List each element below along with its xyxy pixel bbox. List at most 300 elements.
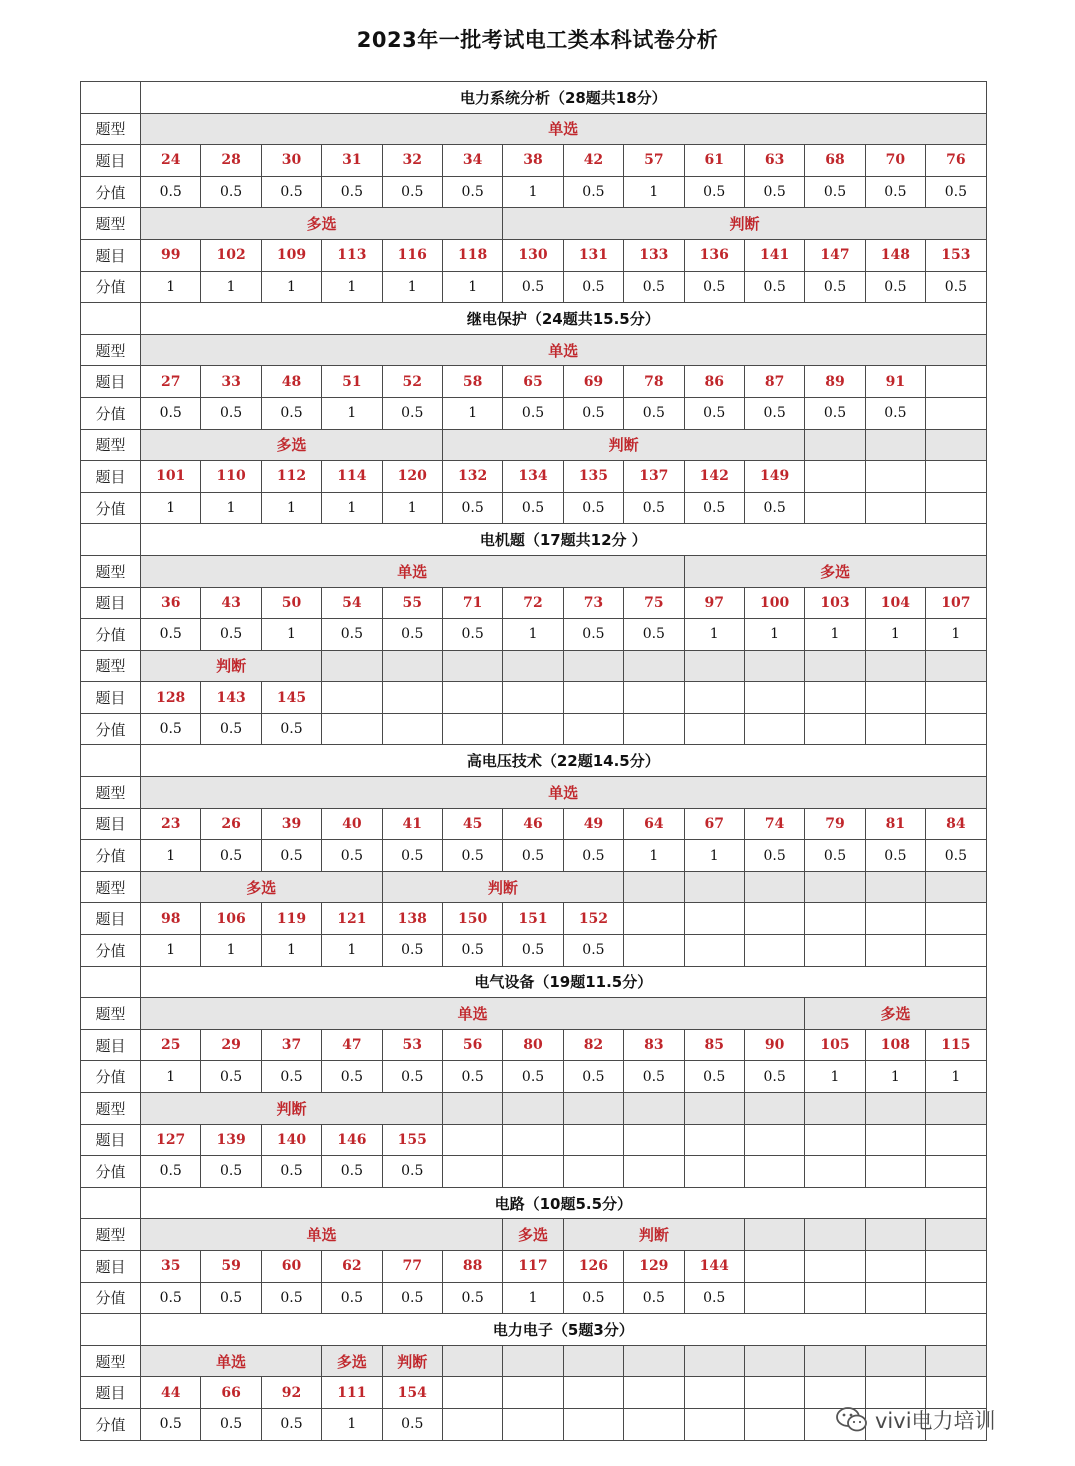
row-label-score: 分值: [81, 935, 141, 967]
empty-cell: [684, 1408, 744, 1440]
question-number-cell: 130: [503, 239, 563, 271]
empty-cell: [744, 682, 804, 714]
empty-cell: [926, 713, 987, 745]
empty-cell: [926, 682, 987, 714]
question-number-cell: 79: [805, 808, 865, 840]
section-title-row: [81, 82, 987, 114]
question-number-row: [81, 366, 987, 398]
empty-cell: [926, 935, 987, 967]
question-type-cell: 单选: [141, 555, 685, 587]
empty-cell: [442, 713, 502, 745]
question-number-cell: 24: [141, 145, 201, 177]
question-type-cell: 单选: [141, 1345, 322, 1377]
empty-cell: [805, 1124, 865, 1156]
empty-cell: [684, 903, 744, 935]
question-type-cell: 多选: [684, 555, 986, 587]
score-cell: 0.5: [322, 1061, 382, 1093]
question-number-row: [81, 808, 987, 840]
score-cell: 1: [261, 492, 321, 524]
question-number-cell: 117: [503, 1250, 563, 1282]
score-cell: 1: [744, 619, 804, 651]
question-type-cell: 判断: [141, 650, 322, 682]
question-number-cell: 145: [261, 682, 321, 714]
empty-cell: [926, 366, 987, 398]
score-cell: 0.5: [805, 176, 865, 208]
score-cell: 1: [805, 1061, 865, 1093]
empty-cell: [503, 1124, 563, 1156]
score-cell: 1: [503, 619, 563, 651]
empty-cell: [503, 650, 563, 682]
question-number-cell: 150: [442, 903, 502, 935]
section-title-row: [81, 745, 987, 777]
empty-cell: [744, 650, 804, 682]
question-number-cell: 61: [684, 145, 744, 177]
score-cell: 1: [865, 619, 925, 651]
question-number-cell: 146: [322, 1124, 382, 1156]
question-number-row: [81, 461, 987, 493]
empty-cell: [503, 1156, 563, 1188]
empty-cell: [503, 1345, 563, 1377]
score-cell: 1: [322, 1408, 382, 1440]
empty-cell: [865, 1093, 925, 1125]
score-cell: 1: [805, 619, 865, 651]
score-cell: 0.5: [684, 397, 744, 429]
score-cell: 1: [624, 840, 684, 872]
score-cell: 1: [382, 492, 442, 524]
empty-cell: [442, 1156, 502, 1188]
question-number-cell: 71: [442, 587, 502, 619]
question-type-cell: 多选: [805, 998, 986, 1030]
score-cell: 0.5: [261, 1408, 321, 1440]
empty-cell: [442, 1093, 502, 1125]
question-number-cell: 109: [261, 239, 321, 271]
empty-cell: [442, 682, 502, 714]
score-cell: 0.5: [563, 176, 623, 208]
score-cell: 0.5: [684, 492, 744, 524]
empty-cell: [926, 871, 987, 903]
score-cell: 0.5: [563, 1282, 623, 1314]
watermark: [835, 1405, 996, 1435]
empty-cell: [684, 1377, 744, 1409]
question-type-row: [81, 777, 987, 809]
empty-cell: [926, 1282, 987, 1314]
score-cell: 0.5: [201, 840, 261, 872]
score-cell: 0.5: [563, 935, 623, 967]
question-number-cell: 155: [382, 1124, 442, 1156]
empty-cell: [744, 1377, 804, 1409]
empty-cell: [744, 1156, 804, 1188]
row-label-number: 题目: [81, 1029, 141, 1061]
empty-cell: [624, 650, 684, 682]
score-cell: 0.5: [624, 271, 684, 303]
question-number-cell: 77: [382, 1250, 442, 1282]
question-number-cell: 64: [624, 808, 684, 840]
question-number-cell: 89: [805, 366, 865, 398]
empty-cell: [926, 1219, 987, 1251]
question-type-cell: 判断: [141, 1093, 443, 1125]
score-cell: 1: [322, 271, 382, 303]
question-number-cell: 153: [926, 239, 987, 271]
empty-cell: [805, 461, 865, 493]
question-number-cell: 135: [563, 461, 623, 493]
empty-cell: [926, 1124, 987, 1156]
score-cell: 0.5: [865, 271, 925, 303]
question-type-row: [81, 1093, 987, 1125]
score-cell: 1: [503, 176, 563, 208]
empty-cell: [805, 429, 865, 461]
score-cell: 0.5: [201, 1408, 261, 1440]
question-number-cell: 105: [805, 1029, 865, 1061]
empty-cell: [684, 682, 744, 714]
score-cell: 0.5: [503, 1061, 563, 1093]
question-number-cell: 44: [141, 1377, 201, 1409]
question-number-cell: 134: [503, 461, 563, 493]
question-number-cell: 118: [442, 239, 502, 271]
empty-cell: [744, 903, 804, 935]
question-number-cell: 112: [261, 461, 321, 493]
empty-cell: [926, 903, 987, 935]
empty-cell: [624, 903, 684, 935]
row-label-type: 题型: [81, 429, 141, 461]
empty-cell: [744, 713, 804, 745]
score-row: [81, 1156, 987, 1188]
question-number-cell: 66: [201, 1377, 261, 1409]
score-cell: 0.5: [261, 713, 321, 745]
score-cell: 1: [322, 397, 382, 429]
empty-cell: [503, 682, 563, 714]
score-cell: 1: [926, 1061, 987, 1093]
row-label-type: 题型: [81, 334, 141, 366]
question-number-cell: 69: [563, 366, 623, 398]
question-type-row: [81, 334, 987, 366]
question-type-cell: 单选: [141, 998, 805, 1030]
score-cell: 1: [141, 840, 201, 872]
question-number-cell: 60: [261, 1250, 321, 1282]
corner-cell: [81, 524, 141, 556]
score-row: [81, 397, 987, 429]
empty-cell: [865, 1156, 925, 1188]
question-number-cell: 29: [201, 1029, 261, 1061]
score-cell: 0.5: [201, 619, 261, 651]
score-cell: 0.5: [141, 397, 201, 429]
score-cell: 1: [926, 619, 987, 651]
question-number-cell: 75: [624, 587, 684, 619]
empty-cell: [322, 713, 382, 745]
score-cell: 0.5: [563, 492, 623, 524]
score-cell: 0.5: [442, 619, 502, 651]
question-number-cell: 35: [141, 1250, 201, 1282]
score-cell: 0.5: [624, 397, 684, 429]
empty-cell: [805, 1219, 865, 1251]
question-number-cell: 38: [503, 145, 563, 177]
score-cell: 1: [201, 271, 261, 303]
question-type-row: [81, 650, 987, 682]
corner-cell: [81, 82, 141, 114]
empty-cell: [322, 650, 382, 682]
empty-cell: [926, 650, 987, 682]
row-label-number: 题目: [81, 145, 141, 177]
empty-cell: [744, 1219, 804, 1251]
wechat-icon: [835, 1406, 869, 1434]
row-label-score: 分值: [81, 1061, 141, 1093]
score-row: [81, 713, 987, 745]
question-number-cell: 53: [382, 1029, 442, 1061]
question-type-row: [81, 1219, 987, 1251]
empty-cell: [624, 1408, 684, 1440]
score-cell: 0.5: [926, 271, 987, 303]
score-cell: 1: [201, 935, 261, 967]
score-cell: 0.5: [382, 1061, 442, 1093]
question-type-row: [81, 113, 987, 145]
empty-cell: [563, 650, 623, 682]
question-type-cell: 多选: [141, 208, 503, 240]
question-number-row: [81, 1377, 987, 1409]
question-number-cell: 41: [382, 808, 442, 840]
score-cell: 0.5: [503, 935, 563, 967]
question-number-cell: 23: [141, 808, 201, 840]
empty-cell: [865, 1345, 925, 1377]
question-number-cell: 101: [141, 461, 201, 493]
question-number-row: [81, 239, 987, 271]
score-row: [81, 492, 987, 524]
score-cell: 0.5: [442, 840, 502, 872]
question-number-cell: 91: [865, 366, 925, 398]
question-number-cell: 36: [141, 587, 201, 619]
score-cell: 0.5: [322, 1282, 382, 1314]
score-cell: 0.5: [503, 492, 563, 524]
question-number-cell: 59: [201, 1250, 261, 1282]
question-number-cell: 142: [684, 461, 744, 493]
empty-cell: [624, 871, 684, 903]
score-cell: 0.5: [624, 1061, 684, 1093]
score-row: [81, 619, 987, 651]
row-label-type: 题型: [81, 555, 141, 587]
score-cell: 1: [442, 397, 502, 429]
question-number-cell: 133: [624, 239, 684, 271]
score-cell: 0.5: [684, 1061, 744, 1093]
question-number-cell: 98: [141, 903, 201, 935]
empty-cell: [503, 1408, 563, 1440]
question-number-cell: 128: [141, 682, 201, 714]
score-cell: 0.5: [201, 176, 261, 208]
empty-cell: [805, 1345, 865, 1377]
empty-cell: [503, 1093, 563, 1125]
section-title-row: [81, 966, 987, 998]
question-number-cell: 143: [201, 682, 261, 714]
question-number-cell: 121: [322, 903, 382, 935]
row-label-number: 题目: [81, 808, 141, 840]
empty-cell: [865, 935, 925, 967]
empty-cell: [382, 650, 442, 682]
question-number-row: [81, 682, 987, 714]
question-number-cell: 26: [201, 808, 261, 840]
question-number-cell: 88: [442, 1250, 502, 1282]
section-title: 继电保护（24题共15.5分）: [141, 303, 987, 335]
score-cell: 0.5: [744, 1061, 804, 1093]
empty-cell: [805, 1156, 865, 1188]
score-cell: 0.5: [503, 840, 563, 872]
score-cell: 1: [442, 271, 502, 303]
empty-cell: [442, 1345, 502, 1377]
score-cell: 0.5: [744, 840, 804, 872]
corner-cell: [81, 303, 141, 335]
score-cell: 0.5: [261, 397, 321, 429]
question-number-cell: 141: [744, 239, 804, 271]
question-number-cell: 114: [322, 461, 382, 493]
row-label-type: 题型: [81, 208, 141, 240]
score-cell: 1: [141, 935, 201, 967]
score-cell: 0.5: [926, 176, 987, 208]
question-number-cell: 154: [382, 1377, 442, 1409]
question-number-cell: 63: [744, 145, 804, 177]
empty-cell: [684, 713, 744, 745]
row-label-type: 题型: [81, 777, 141, 809]
score-cell: 0.5: [261, 1061, 321, 1093]
question-number-cell: 129: [624, 1250, 684, 1282]
score-row: [81, 271, 987, 303]
empty-cell: [744, 1282, 804, 1314]
section-title-row: [81, 524, 987, 556]
question-number-cell: 33: [201, 366, 261, 398]
question-type-cell: 单选: [141, 1219, 503, 1251]
question-number-cell: 54: [322, 587, 382, 619]
score-cell: 0.5: [805, 397, 865, 429]
score-cell: 0.5: [322, 840, 382, 872]
question-type-row: [81, 429, 987, 461]
question-number-cell: 52: [382, 366, 442, 398]
empty-cell: [926, 397, 987, 429]
empty-cell: [624, 935, 684, 967]
score-cell: 0.5: [865, 176, 925, 208]
question-number-cell: 99: [141, 239, 201, 271]
empty-cell: [805, 492, 865, 524]
question-number-cell: 87: [744, 366, 804, 398]
question-number-cell: 42: [563, 145, 623, 177]
empty-cell: [563, 1156, 623, 1188]
row-label-score: 分值: [81, 713, 141, 745]
score-cell: 0.5: [382, 397, 442, 429]
score-cell: 0.5: [442, 935, 502, 967]
score-cell: 0.5: [744, 271, 804, 303]
score-cell: 0.5: [322, 1156, 382, 1188]
question-type-cell: 单选: [141, 777, 987, 809]
question-number-cell: 25: [141, 1029, 201, 1061]
score-cell: 0.5: [442, 176, 502, 208]
section-title: 电路（10题5.5分）: [141, 1187, 987, 1219]
question-number-cell: 43: [201, 587, 261, 619]
row-label-type: 题型: [81, 1345, 141, 1377]
score-cell: 0.5: [442, 492, 502, 524]
question-number-cell: 67: [684, 808, 744, 840]
section-title: 高电压技术（22题14.5分）: [141, 745, 987, 777]
question-number-cell: 149: [744, 461, 804, 493]
corner-cell: [81, 966, 141, 998]
score-cell: 0.5: [141, 1282, 201, 1314]
empty-cell: [865, 650, 925, 682]
question-number-cell: 48: [261, 366, 321, 398]
score-cell: 1: [322, 492, 382, 524]
question-number-row: [81, 903, 987, 935]
question-number-cell: 132: [442, 461, 502, 493]
question-number-cell: 27: [141, 366, 201, 398]
empty-cell: [442, 1377, 502, 1409]
score-cell: 0.5: [201, 397, 261, 429]
question-number-cell: 138: [382, 903, 442, 935]
question-type-cell: 判断: [563, 1219, 744, 1251]
question-number-cell: 37: [261, 1029, 321, 1061]
score-cell: 0.5: [382, 1156, 442, 1188]
section-title-row: [81, 1187, 987, 1219]
question-number-cell: 104: [865, 587, 925, 619]
score-cell: 0.5: [744, 397, 804, 429]
corner-cell: [81, 745, 141, 777]
row-label-score: 分值: [81, 492, 141, 524]
question-number-cell: 92: [261, 1377, 321, 1409]
question-number-cell: 111: [322, 1377, 382, 1409]
empty-cell: [744, 1124, 804, 1156]
score-cell: 1: [684, 619, 744, 651]
question-number-cell: 46: [503, 808, 563, 840]
score-cell: 0.5: [382, 619, 442, 651]
empty-cell: [563, 1377, 623, 1409]
row-label-type: 题型: [81, 113, 141, 145]
question-number-cell: 144: [684, 1250, 744, 1282]
question-number-cell: 49: [563, 808, 623, 840]
empty-cell: [865, 1124, 925, 1156]
score-cell: 0.5: [624, 492, 684, 524]
empty-cell: [805, 1250, 865, 1282]
score-cell: 0.5: [141, 713, 201, 745]
section-title: 电力电子（5题3分）: [141, 1314, 987, 1346]
score-cell: 0.5: [261, 1282, 321, 1314]
score-cell: 0.5: [322, 176, 382, 208]
empty-cell: [865, 492, 925, 524]
row-label-number: 题目: [81, 1377, 141, 1409]
row-label-number: 题目: [81, 903, 141, 935]
question-number-cell: 68: [805, 145, 865, 177]
score-cell: 1: [865, 1061, 925, 1093]
empty-cell: [684, 871, 744, 903]
question-number-cell: 113: [322, 239, 382, 271]
row-label-type: 题型: [81, 871, 141, 903]
empty-cell: [684, 1345, 744, 1377]
question-number-cell: 76: [926, 145, 987, 177]
score-cell: 0.5: [744, 492, 804, 524]
empty-cell: [744, 1345, 804, 1377]
empty-cell: [865, 461, 925, 493]
question-type-cell: 判断: [382, 871, 624, 903]
question-number-cell: 97: [684, 587, 744, 619]
question-number-cell: 119: [261, 903, 321, 935]
empty-cell: [503, 1377, 563, 1409]
score-cell: 0.5: [382, 176, 442, 208]
score-cell: 1: [141, 271, 201, 303]
question-number-cell: 82: [563, 1029, 623, 1061]
score-cell: 0.5: [865, 840, 925, 872]
question-type-cell: 多选: [503, 1219, 563, 1251]
question-type-cell: 单选: [141, 334, 987, 366]
empty-cell: [744, 1408, 804, 1440]
question-type-row: [81, 1345, 987, 1377]
score-row: [81, 840, 987, 872]
score-cell: 0.5: [624, 1282, 684, 1314]
score-cell: 0.5: [684, 271, 744, 303]
empty-cell: [624, 1345, 684, 1377]
score-cell: 0.5: [201, 1282, 261, 1314]
empty-cell: [744, 871, 804, 903]
score-cell: 1: [322, 935, 382, 967]
score-cell: 0.5: [141, 619, 201, 651]
